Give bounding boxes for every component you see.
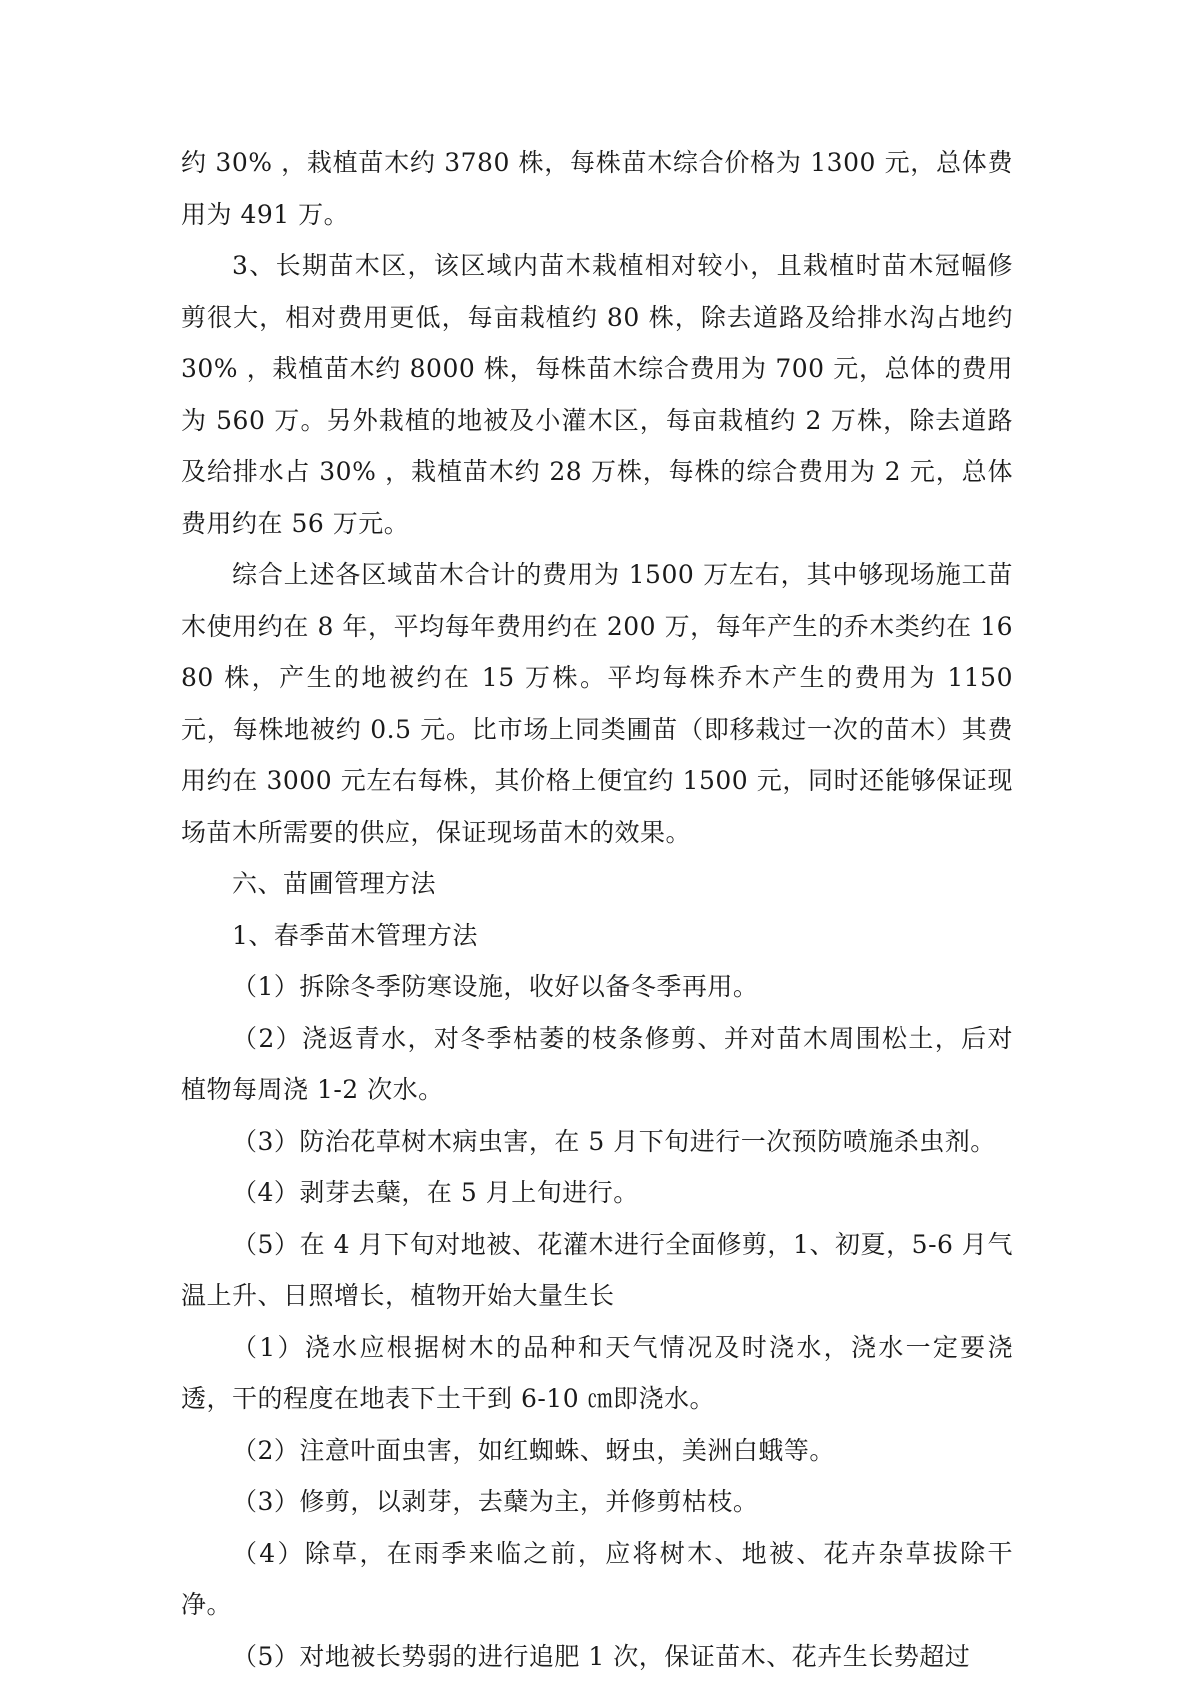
list-item-spring-5: （5）在 4 月下旬对地被、花灌木进行全面修剪，1、初夏，5-6 月气温上升、日照增长，植物开始大量生长 [181,1229,1013,1310]
paragraph-cost-continuation: 约 30% ，栽植苗木约 3780 株，每株苗木综合价格为 1300 元，总体费用为 491 万。 [181,148,1013,229]
list-item-spring-2: （2）浇返青水，对冬季枯萎的枝条修剪、并对苗木周围松土，后对植物每周浇 1-2 次水。 [181,1023,1013,1104]
paragraph-cost-summary: 综合上述各区域苗木合计的费用为 1500 万左右，其中够现场施工苗木使用约在 8 年，平均每年费用约在 200 万，每年产生的乔木类约在 1680 株，产生的地被约在 15 万株。平均每株乔木产生的费用为 1150 元，每株地被约 0.5 元。比市场上同类圃苗（即移栽过一次的苗木）其费用约在 3000 元左右每株，其价格上便宜约 1500 元，同时还能够保证现场苗木所需要的供应，保证现场苗木的效果。 [181,560,1013,847]
document-body [181,137,1013,1682]
paragraph-long-term-nursery: 3、长期苗木区，该区域内苗木栽植相对较小，且栽植时苗木冠幅修剪很大，相对费用更低，每亩栽植约 80 株，除去道路及给排水沟占地约 30% ，栽植苗木约 8000 株，每株苗木综合费用为 700 元，总体的费用为 560 万。另外栽植的地被及小灌木区，每亩栽植约 2 万株，除去道路及给排水占 30% ，栽植苗木约 28 万株，每株的综合费用为 2 元，总体费用约在 56 万元。 [181,251,1013,538]
list-item-summer-3: （3）修剪，以剥芽，去蘖为主，并修剪枯枝。 [232,1487,759,1516]
list-item-summer-1: （1）浇水应根据树木的品种和天气情况及时浇水，浇水一定要浇透，干的程度在地表下土干到 6-10 ㎝即浇水。 [181,1332,1013,1413]
list-item-spring-1: （1）拆除冬季防寒设施，收好以备冬季再用。 [232,972,759,1001]
list-item-summer-5: （5）对地被长势弱的进行追肥 1 次，保证苗木、花卉生长势超过 [232,1641,971,1671]
list-item-spring-3: （3）防治花草树木病虫害，在 5 月下旬进行一次预防喷施杀虫剂。 [232,1126,996,1156]
list-item-summer-2: （2）注意叶面虫害，如红蜘蛛、蚜虫，美洲白蛾等。 [232,1435,835,1465]
list-item-spring-4: （4）剥芽去蘖，在 5 月上旬进行。 [232,1178,639,1207]
subheading-spring-management: 1、春季苗木管理方法 [232,920,478,950]
list-item-summer-4: （4）除草，在雨季来临之前，应将树木、地被、花卉杂草拔除干净。 [181,1538,1013,1619]
section-heading-nursery-management: 六、苗圃管理方法 [232,869,437,898]
